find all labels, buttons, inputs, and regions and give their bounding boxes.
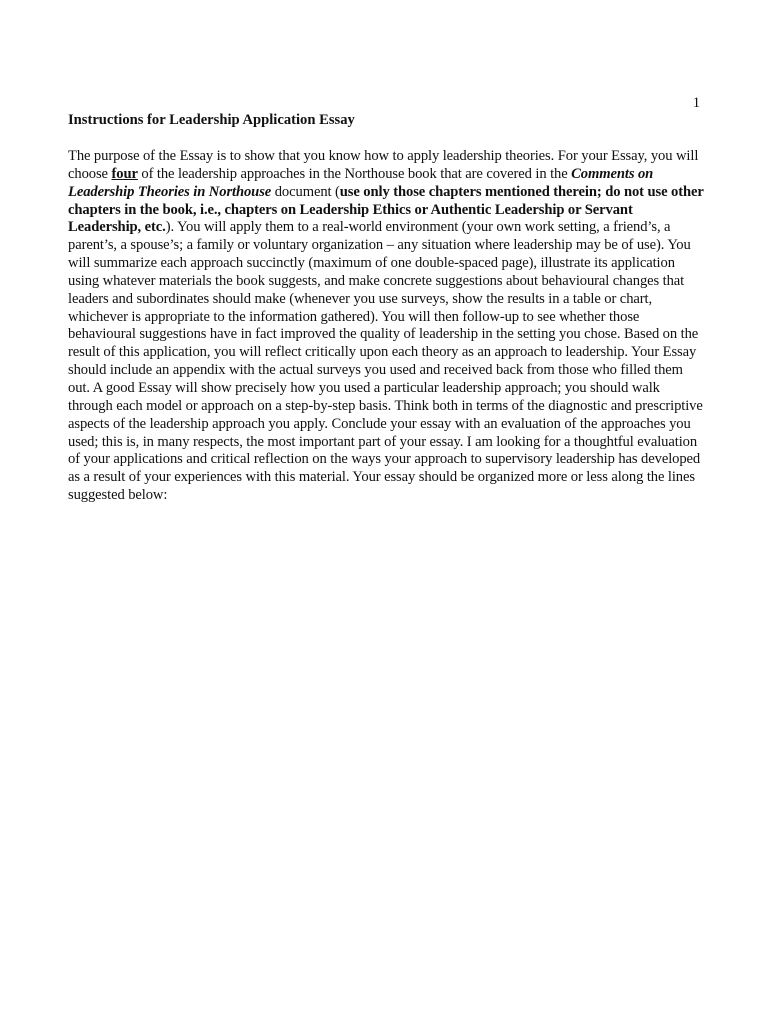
- page-number: 1: [692, 95, 700, 111]
- paragraph-text: The purpose of the Essay is to show that you know how to apply leadership theories. For your Essay, you will choose: [68, 148, 699, 182]
- referenced-document-title: Comments on Leadership Theories in Northouse: [68, 165, 654, 200]
- instructions-paragraph: [68, 148, 704, 505]
- emphasis-four: four: [111, 165, 138, 182]
- paragraph-text: of the leadership approaches in the Northouse book that are covered in the: [137, 165, 572, 182]
- chapter-restriction-note: use only those chapters mentioned therein; do not use other chapters in the book, i.e., chapters on Leadership Ethics or Authentic Leadership or Servant Leadership, etc.: [68, 183, 704, 236]
- paragraph-text: document (: [271, 183, 340, 200]
- paragraph-text: ). You will apply them to a real-world environment (your own work setting, a friend’s, a parent’s, a spouse’s; a family or voluntary organization – any situation where leadership may be of use). You will summarize each approach succinctly (maximum of one double-spaced page), illustrate its application using whatever materials the book suggests, and make concrete suggestions about behavioural changes that leaders and subordinates should make (whenever you use surveys, show the results in a table or chart, whichever is appropriate to the information gathered). You will then follow-up to see whether those behavioural suggestions have in fact improved the quality of leadership in the setting you chose. Based on the result of this application, you will reflect critically upon each theory as an approach to leadership. Your Essay should include an appendix with the actual surveys you used and received back from those who filled them out. A good Essay will show precisely how you used a particular leadership approach; you should walk through each model or approach on a step-by-step basis. Think both in terms of the diagnostic and prescriptive aspects of the leadership approach you apply. Conclude your essay with an evaluation of the approaches you used; this is, in many respects, the most important part of your essay. I am looking for a thoughtful evaluation of your applications and critical reflection on the ways your approach to supervisory leadership has developed as a result of your experiences with this material. Your essay should be organized more or less along the lines suggested below:: [68, 219, 703, 504]
- document-title: Instructions for Leadership Application Essay: [68, 112, 355, 128]
